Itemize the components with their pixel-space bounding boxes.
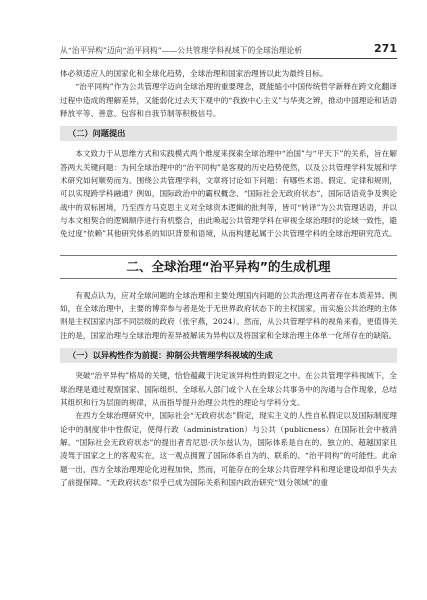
subsection-heading: （一）以异构性作为前提：抑制公共管理学科视域的生成	[60, 348, 397, 363]
subsection-heading: （二）问题提出	[60, 126, 397, 141]
running-title: 从“治平异构”迈向“治平同构”——公共管理学科视域下的全球治理论析	[60, 46, 303, 55]
page-number: 271	[374, 42, 397, 55]
paragraph: 有观点认为，应对全球问题的全球治理和主要处理国内问题的公共治理这两者存在本质差异。例如，在全球治理中，主要的博弈参与者是处于无世界政府状态下的主权国家，而实施公共治理的主体则是主权国家内部不同层级的政府（张宇燕，2024）。然而，从公共管理学科的视角来看，更值得关注的是，国家治理与全球治理的差异被解读为异构以及将国家和全球治理主体单一化所存在的缺陷。	[60, 290, 397, 340]
paragraph: 突破“治平异构”格局的关键，恰恰蕴藏于决定该异构性的假定之中。在公共管理学科视域下，全球治理是通过观察国家、国际组织、全球私人部门或个人在全球公共事务中的沟通与合作现象，总结其组织和行为层面的规律，从而指导提升治理公共性的理论与学科分支。	[60, 371, 397, 407]
paragraph: 体必须适应人的国家化和全球化趋势，全球治理和国家治理皆以此为最终目标。	[60, 69, 328, 78]
running-header	[60, 44, 397, 59]
section-heading: 二、全球治理“治平异构”的生成机理	[60, 255, 397, 279]
paragraph: 本文致力于从思维方式和实践模式两个维度来探索全球治理中“治国”与“平天下”的关系，旨在解答两大关键问题：为何全球治理中的“治平同构”是客观的历史趋势使然，以及公共管理学科发展和学术研究如何顺势而为。围绕公共管理学科，文章将讨论如下问题：有哪些术语、假定、定律和规则，可以实现跨学科融通？例如，国际政治中的霸权概念、“国际社会无政府状态”，国际话语竞争及舆论战中的双标困境，乃至西方马克思主义对全球资本逻辑的批判等，皆可“转译”为公共管理话语，并以与本文相契合的逻辑顺序进行有机整合，由此唤起公共管理学科在审视全球治理时的论域一致性，避免过度“依赖”其他研究体系的知识背景和语境，从而构建起属于公共管理学科的全球治理研究范式。	[60, 149, 397, 239]
paragraph: 在西方全球治理研究中，国际社会“无政府状态”假定，现实主义的人性自私假定以及国际制度理论中的制度非中性假定，使得行政（administration）与公共（publicness）在国际社会中被消解。“国际社会无政府状态”的提出者肯尼思·沃尔兹认为，国际体系是自在的、独立的、超越国家且凌驾于国家之上的客观实在，这一观点拥置了国际体系自为的、联系的、“治平同构”的可能性。此命题一出，西方全球治理理论化进程加快，然而，可能存在的全球公共管理学科和理论建设却似乎失去了前提保障。“无政府状态”似乎已成为国际关系和国内政治研究“划分领域”的重	[60, 411, 397, 487]
paragraph: “治平同构”作为公共管理学迈向全球治理的重要理念，既能缩小中国传统哲学新释在跨文化翻译过程中造成的理解差异，又能弱化过去天下观中的“我族中心主义”与华夷之辨，推动中国理论和话语释放平等、善意、包容和自我节制等积极信号。	[60, 82, 397, 119]
page-body	[60, 67, 397, 489]
